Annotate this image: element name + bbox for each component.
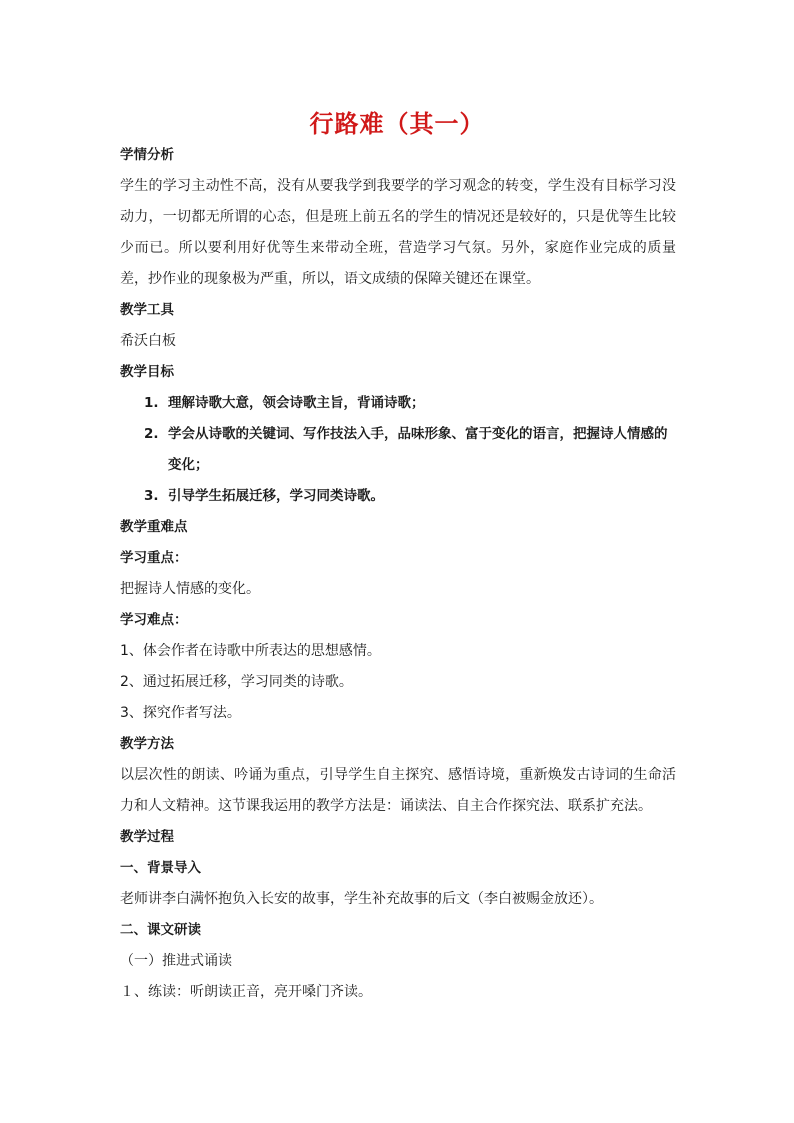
goal-number: 2. — [144, 426, 159, 442]
process-heading: 教学过程 — [120, 829, 174, 845]
goal-text: 引导学生拓展迁移，学习同类诗歌。 — [168, 488, 384, 504]
focus-text: 把握诗人情感的变化。 — [120, 581, 260, 597]
goal-item — [144, 388, 676, 419]
goal-text: 学会从诗歌的关键词、写作技法入手，品味形象、富于变化的语言，把握诗人情感的变化； — [168, 426, 668, 473]
method-heading: 教学方法 — [120, 736, 174, 752]
difficulty-item: 3、探究作者写法。 — [120, 705, 241, 721]
goal-item — [144, 419, 676, 481]
step2-item: １、练读：听朗读正音，亮开嗓门齐读。 — [120, 984, 372, 1000]
difficulty-item: 1、体会作者在诗歌中所表达的思想感情。 — [120, 643, 381, 659]
difficulty-item: 2、通过拓展迁移，学习同类的诗歌。 — [120, 674, 353, 690]
focus-heading: 学习重点： — [120, 550, 188, 566]
goal-item — [144, 481, 676, 512]
key-points-heading: 教学重难点 — [120, 519, 188, 535]
goals-list — [144, 388, 676, 512]
analysis-paragraph: 学生的学习主动性不高，没有从要我学到我要学的学习观念的转变，学生没有目标学习没动力，一切都无所谓的心态，但是班上前五名的学生的情况还是较好的，只是优等生比较少而已。所以要利用好优等生来带动全班，营造学习气氛。另外，家庭作业完成的质量差，抄作业的现象极为严重，所以，语文成绩的保障关键还在课堂。 — [120, 178, 676, 287]
step1-text: 老师讲李白满怀抱负入长安的故事，学生补充故事的后文（李白被赐金放还）。 — [120, 891, 603, 907]
method-paragraph: 以层次性的朗读、吟诵为重点，引导学生自主探究、感悟诗境，重新焕发古诗词的生命活力和人文精神。这节课我运用的教学方法是：诵读法、自主合作探究法、联系扩充法。 — [120, 767, 676, 814]
step2-heading: 二、课文研读 — [120, 922, 201, 938]
tools-text: 希沃白板 — [120, 333, 176, 349]
tools-heading: 教学工具 — [120, 302, 174, 318]
goal-number: 1. — [144, 395, 159, 411]
document-title: 行路难（其一） — [309, 110, 485, 138]
goal-text: 理解诗歌大意，领会诗歌主旨，背诵诗歌； — [168, 395, 425, 411]
difficulty-heading: 学习难点： — [120, 612, 188, 628]
step2-subheading: （一）推进式诵读 — [120, 953, 232, 969]
step1-heading: 一、背景导入 — [120, 860, 201, 876]
document-body — [120, 140, 676, 1008]
analysis-heading: 学情分析 — [120, 147, 174, 163]
goal-number: 3. — [144, 488, 159, 504]
goals-heading: 教学目标 — [120, 364, 174, 380]
